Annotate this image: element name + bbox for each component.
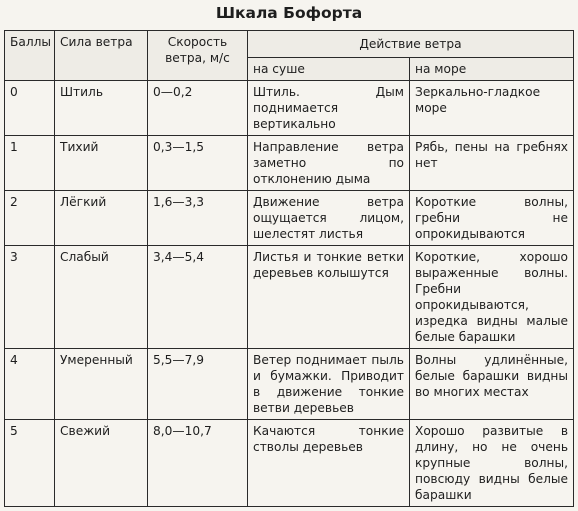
- cell-land: Направление ветра заметно по отклонению дыма: [248, 136, 410, 191]
- table-row: [5, 349, 574, 420]
- table-row: [5, 246, 574, 349]
- cell-sea: Короткие волны, гребни не опрокидываются: [410, 191, 574, 246]
- cell-force: Штиль: [55, 81, 148, 136]
- header-effect: Действие ветра: [248, 31, 574, 58]
- cell-sea: Хорошо развитые в длину, но не очень крупные волны, повсюду видны белые барашки: [410, 420, 574, 507]
- header-land: на суше: [248, 58, 410, 81]
- cell-land: Листья и тонкие ветки деревьев колышутся: [248, 246, 410, 349]
- cell-force: Лёгкий: [55, 191, 148, 246]
- cell-points: 3: [5, 246, 55, 349]
- cell-speed: 0,3—1,5: [148, 136, 248, 191]
- cell-sea: Волны удлинённые, белые барашки видны во многих местах: [410, 349, 574, 420]
- table-row: [5, 81, 574, 136]
- page-title: Шкала Бофорта: [215, 4, 363, 22]
- cell-speed: 0—0,2: [148, 81, 248, 136]
- header-sea: на море: [410, 58, 574, 81]
- cell-speed: 1,6—3,3: [148, 191, 248, 246]
- table-row: [5, 420, 574, 507]
- header-points: Баллы: [5, 31, 55, 81]
- table-row: [5, 136, 574, 191]
- beaufort-table: [4, 30, 574, 507]
- cell-force: Слабый: [55, 246, 148, 349]
- table-header: [5, 31, 574, 81]
- cell-speed: 5,5—7,9: [148, 349, 248, 420]
- cell-points: 1: [5, 136, 55, 191]
- cell-force: Умеренный: [55, 349, 148, 420]
- cell-sea: Зеркально-гладкое море: [410, 81, 574, 136]
- cell-force: Тихий: [55, 136, 148, 191]
- header-force: Сила ветра: [55, 31, 148, 81]
- cell-speed: 3,4—5,4: [148, 246, 248, 349]
- cell-land: Штиль. Дым поднимается вертикально: [248, 81, 410, 136]
- cell-force: Свежий: [55, 420, 148, 507]
- header-speed: Скорость ветра, м/с: [148, 31, 248, 81]
- cell-points: 5: [5, 420, 55, 507]
- cell-points: 4: [5, 349, 55, 420]
- table-row: [5, 191, 574, 246]
- cell-land: Ветер поднимает пыль и бумажки. Приводит в движение тонкие ветви деревьев: [248, 349, 410, 420]
- cell-sea: Короткие, хорошо выраженные волны. Гребни опрокидываются, изредка видны малые белые барашки: [410, 246, 574, 349]
- cell-sea: Рябь, пены на гребнях нет: [410, 136, 574, 191]
- cell-speed: 8,0—10,7: [148, 420, 248, 507]
- cell-points: 2: [5, 191, 55, 246]
- cell-land: Качаются тонкие стволы деревьев: [248, 420, 410, 507]
- cell-land: Движение ветра ощущается лицом, шелестят листья: [248, 191, 410, 246]
- cell-points: 0: [5, 81, 55, 136]
